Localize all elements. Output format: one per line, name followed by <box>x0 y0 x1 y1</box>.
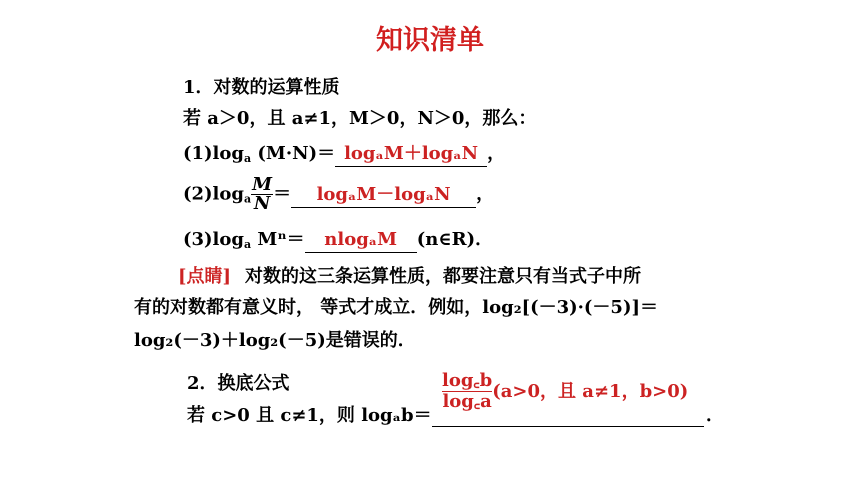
rule-power-tail: (n∈R)． <box>416 229 494 250</box>
rule-power-base: a <box>244 238 252 251</box>
rule-quotient-tail: ， <box>476 183 495 205</box>
condition-text: 若 a＞0，且 a≠1，M＞0，N＞0，那么： <box>183 108 537 129</box>
rule-quotient-eq: ＝ <box>273 183 292 205</box>
rule-quotient-fraction <box>251 176 273 213</box>
rule-quotient-base: a <box>244 192 252 206</box>
rule-product-tail: ， <box>487 143 506 164</box>
note-line3: log₂(－3)＋log₂(－5)是错误的． <box>134 330 416 351</box>
rule-quotient-label: (2)log <box>183 183 244 205</box>
rule-power-label: (3)log <box>183 229 244 250</box>
rule-product-answer: logₐM＋logₐN <box>335 142 487 167</box>
section2-heading: 2．换底公式 <box>187 373 290 394</box>
rule-product-arg: (M·N)＝ <box>251 143 336 164</box>
rule-quotient-answer: logₐM－logₐN <box>291 183 476 208</box>
fraction-denominator: N <box>253 193 271 214</box>
change-of-base-numerator: log꜀b <box>442 370 493 391</box>
rule-product-base: a <box>244 152 252 165</box>
note-tag: [点睛] <box>178 266 232 287</box>
change-of-base-fraction <box>442 371 688 412</box>
change-of-base-denominator: log꜀a <box>442 391 492 412</box>
page-title: 知识清单 <box>376 25 484 56</box>
rule-power <box>183 228 493 257</box>
rule-power-answer: nlogₐM <box>305 228 417 253</box>
note-line2: 有的对数都有意义时， 等式才成立．例如，log₂[(－3)·(－5)]＝ <box>134 297 658 318</box>
rule-product <box>183 142 505 171</box>
rule-power-arg: Mⁿ＝ <box>251 229 305 250</box>
change-of-base-prefix: 若 c>0 且 c≠1，则 logₐb＝ <box>187 405 432 426</box>
note-line1 <box>178 265 641 289</box>
change-of-base-blank <box>432 368 704 427</box>
rule-quotient <box>183 176 494 213</box>
change-of-base-tail: ． <box>706 405 724 426</box>
section1-heading: 1．对数的运算性质 <box>183 77 340 98</box>
fraction-numerator: M <box>252 174 273 195</box>
rule-product-label: (1)log <box>183 143 244 164</box>
change-of-base-condition: (a>0，且 a≠1，b>0) <box>492 380 689 402</box>
note-text-1: 对数的这三条运算性质，都要注意只有当式子中所 <box>245 266 642 287</box>
